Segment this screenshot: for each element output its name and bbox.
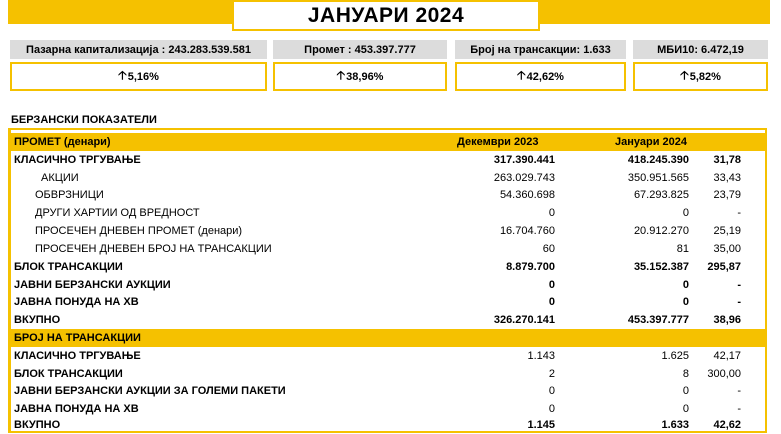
stat-mbi10-value: 5,82%	[689, 70, 721, 83]
row-change-pct: -	[737, 279, 741, 291]
arrow-up-icon: 🡡	[336, 68, 346, 82]
row-value-jan: 81	[676, 243, 689, 255]
arrow-up-icon: 🡡	[680, 68, 689, 82]
row-value-jan: 8	[682, 368, 689, 380]
row-value-jan: 0	[682, 385, 689, 397]
row-change-pct: -	[737, 207, 741, 219]
transactions-header-row	[11, 329, 765, 347]
row-change-pct: -	[737, 385, 741, 397]
row-change-pct: 300,00	[707, 368, 741, 380]
row-value-jan: 0	[682, 207, 689, 219]
row-value-jan: 0	[682, 403, 689, 415]
table-row	[11, 311, 765, 329]
table-row	[11, 169, 765, 187]
row-label: БЛОК ТРАНСАКЦИИ	[14, 261, 123, 273]
row-value-jan: 350.951.565	[627, 172, 689, 184]
row-label: ЈАВНИ БЕРЗАНСКИ АУКЦИИ ЗА ГОЛЕМИ ПАКЕТИ	[14, 385, 286, 397]
turnover-header-label: ПРОМЕТ (денари)	[14, 136, 111, 148]
row-value-dec: 263.029.743	[493, 172, 555, 184]
turnover-header-row	[11, 133, 765, 151]
row-value-jan: 1.633	[661, 419, 689, 431]
row-change-pct: 31,78	[713, 154, 741, 166]
row-change-pct: 35,00	[713, 243, 741, 255]
row-value-dec: 8.879.700	[506, 261, 555, 273]
column-header-dec-2023: Декември 2023	[457, 136, 539, 148]
row-label: ЈАВНА ПОНУДА НА ХВ	[14, 403, 139, 415]
row-label: ВКУПНО	[14, 314, 61, 326]
row-label: ЈАВНА ПОНУДА НА ХВ	[14, 296, 139, 308]
table-row	[11, 416, 765, 434]
row-change-pct: 25,19	[713, 225, 741, 237]
row-label: ДРУГИ ХАРТИИ ОД ВРЕДНОСТ	[35, 207, 200, 219]
table-row	[11, 240, 765, 258]
table-row	[11, 258, 765, 276]
stat-market-cap-value: 5,16%	[127, 70, 159, 83]
row-label: ВКУПНО	[14, 419, 61, 431]
arrow-up-icon: 🡡	[118, 68, 127, 82]
row-value-jan: 418.245.390	[627, 154, 689, 166]
row-value-dec: 0	[548, 403, 555, 415]
row-value-jan: 67.293.825	[633, 189, 689, 201]
row-value-dec: 326.270.141	[493, 314, 555, 326]
title-banner	[8, 0, 770, 31]
stat-turnover	[273, 40, 447, 91]
row-change-pct: 38,96	[713, 314, 741, 326]
row-label: БЛОК ТРАНСАКЦИИ	[14, 368, 123, 380]
table-row	[11, 365, 765, 383]
row-label: ПРОСЕЧЕН ДНЕВЕН ПРОМЕТ (денари)	[35, 225, 243, 237]
row-value-dec: 54.360.698	[499, 189, 555, 201]
indicators-table	[9, 128, 767, 433]
row-value-jan: 0	[682, 296, 689, 308]
stat-market-cap	[10, 40, 267, 91]
table-row	[11, 222, 765, 240]
table-row	[11, 293, 765, 311]
stat-turnover-value: 38,96%	[346, 70, 384, 83]
column-header-jan-2024: Јануари 2024	[615, 136, 687, 148]
table-row	[11, 347, 765, 365]
stat-market-cap-change	[10, 62, 267, 91]
stat-turnover-label: Промет : 453.397.777	[273, 40, 447, 59]
table-row	[11, 204, 765, 222]
row-value-dec: 2	[548, 368, 555, 380]
stat-turnover-change	[273, 62, 447, 91]
row-value-dec: 317.390.441	[493, 154, 555, 166]
transactions-header-label: БРОЈ НА ТРАНСАКЦИИ	[14, 332, 141, 344]
table-row	[11, 151, 765, 169]
title-box	[232, 0, 540, 31]
row-label: ПРОСЕЧЕН ДНЕВЕН БРОЈ НА ТРАНСАКЦИИ	[35, 243, 272, 255]
row-label: КЛАСИЧНО ТРГУВАЊЕ	[14, 154, 141, 166]
row-label: КЛАСИЧНО ТРГУВАЊЕ	[14, 350, 141, 362]
table-row	[11, 276, 765, 294]
stat-mbi10-label: МБИ10: 6.472,19	[633, 40, 768, 59]
page-title: ЈАНУАРИ 2024	[307, 3, 465, 27]
table-row	[11, 186, 765, 204]
row-value-dec: 1.145	[527, 419, 555, 431]
row-change-pct: 42,62	[713, 419, 741, 431]
row-value-dec: 16.704.760	[499, 225, 555, 237]
stat-mbi10	[633, 40, 768, 91]
section-heading: БЕРЗАНСКИ ПОКАЗАТЕЛИ	[11, 114, 157, 126]
row-value-jan: 453.397.777	[627, 314, 689, 326]
stat-transactions-label: Број на трансакции: 1.633	[455, 40, 626, 59]
stat-market-cap-label: Пазарна капитализација : 243.283.539.581	[10, 40, 267, 59]
row-value-dec: 60	[542, 243, 555, 255]
stat-transactions-value: 42,62%	[526, 70, 564, 83]
stat-transactions-change	[455, 62, 626, 91]
row-value-dec: 0	[548, 296, 555, 308]
row-change-pct: 23,79	[713, 189, 741, 201]
row-value-jan: 0	[682, 279, 689, 291]
row-change-pct: -	[737, 296, 741, 308]
stat-mbi10-change	[633, 62, 768, 91]
row-value-dec: 0	[548, 385, 555, 397]
row-value-jan: 1.625	[661, 350, 689, 362]
row-change-pct: 295,87	[707, 261, 741, 273]
row-value-dec: 0	[548, 207, 555, 219]
row-label: АКЦИИ	[41, 172, 79, 184]
row-label: ЈАВНИ БЕРЗАНСКИ АУКЦИИ	[14, 279, 171, 291]
row-change-pct: -	[737, 403, 741, 415]
row-change-pct: 42,17	[713, 350, 741, 362]
stat-transactions	[455, 40, 626, 91]
row-value-dec: 1.143	[527, 350, 555, 362]
row-change-pct: 33,43	[713, 172, 741, 184]
row-value-jan: 20.912.270	[633, 225, 689, 237]
row-value-dec: 0	[548, 279, 555, 291]
table-row	[11, 382, 765, 400]
arrow-up-icon: 🡡	[517, 68, 526, 82]
row-value-jan: 35.152.387	[633, 261, 689, 273]
row-label: ОБВРЗНИЦИ	[35, 189, 104, 201]
